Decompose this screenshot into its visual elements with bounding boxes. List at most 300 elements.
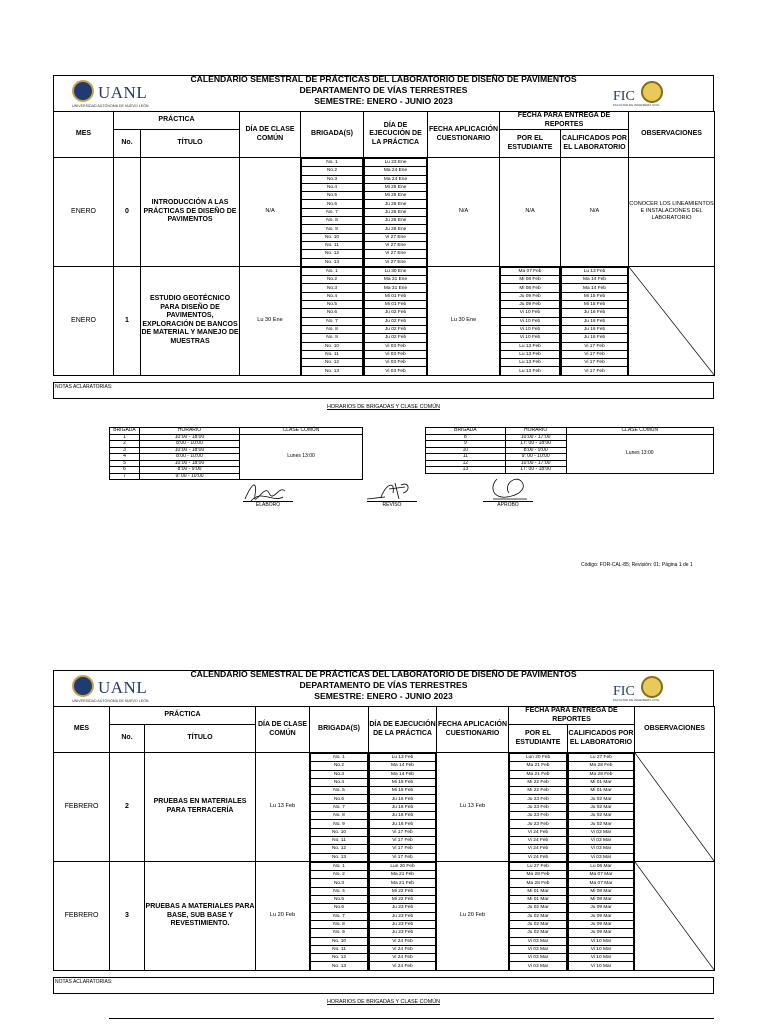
estudiante-list-item: Mi 01 Mar — [510, 896, 567, 904]
page-2 — [53, 670, 714, 1005]
calificados-cell — [568, 861, 635, 970]
col-brigadas: BRIGADA(S) — [301, 112, 364, 158]
schedule-horario: 17: 00 - 18:00 — [505, 467, 566, 474]
sig-aprobo-label: APROBÓ — [497, 502, 519, 508]
estudiante-list-item: Ju 23 Feb — [510, 812, 567, 820]
practice-row — [54, 266, 715, 375]
uanl-seal-icon — [72, 80, 94, 102]
uanl-wordmark: UANL — [98, 678, 148, 697]
horarios-title: HORARIOS DE BRIGADAS Y CLASE COMÚN — [326, 998, 441, 1005]
schedule-clase-comun: Lunes 13:00 — [240, 434, 363, 480]
ejecucion-list-item: Vi 17 Feb — [370, 828, 436, 836]
laboratorio-list-item: Vi 10 Mar — [569, 954, 634, 962]
sched-header-horario: HORARIO — [140, 428, 240, 435]
laboratorio-list-item: Ju 16 Feb — [562, 317, 628, 325]
estudiante-list-item: Ju 02 Mar — [510, 929, 567, 937]
estudiante-list-item: Vi 24 Feb — [510, 836, 567, 844]
col-por-estudiante: POR EL ESTUDIANTE — [500, 130, 561, 158]
ejecucion-list — [364, 158, 427, 266]
ejecucion-list-item: Vi 17 Feb — [370, 853, 436, 861]
laboratorio-list-item: Mi 01 Mar — [569, 787, 634, 795]
schedule-horario: 9: 00 - 10:00 — [140, 473, 240, 480]
estudiante-list-item: Vi 24 Feb — [510, 828, 567, 836]
schedule-horario: 10:00 - 17:00 — [505, 460, 566, 467]
fic-seal-icon — [641, 81, 663, 103]
laboratorio-list-item: Ma 28 Feb — [569, 770, 634, 778]
ejecucion-list-item: Vi 24 Feb — [370, 937, 436, 945]
sched-header-brigada: BRIGADA — [426, 428, 506, 435]
ejecucion-list-item: Ju 02 Feb — [365, 317, 427, 325]
entrega-estudiante-cell — [509, 861, 568, 970]
document-header — [53, 670, 714, 706]
sig-elaboro-label: ELABORÓ — [255, 502, 281, 508]
calendar-table — [53, 706, 715, 971]
estudiante-list-item: Lu 13 Feb — [501, 367, 560, 375]
col-fecha-entrega: FECHA PARA ENTREGA DE REPORTES — [509, 707, 635, 725]
fic-subtitle: FACULTAD DE INGENIERÍA CIVIL — [613, 103, 660, 107]
brigada-list-item: No.2 — [302, 276, 363, 284]
horarios-title: HORARIOS DE BRIGADAS Y CLASE COMÚN — [326, 403, 441, 410]
brigada-list-item: No. 8 — [311, 812, 368, 820]
ejecucion-list-item: Ma 24 Ene — [365, 175, 427, 183]
ejecucion-cell — [364, 266, 428, 375]
estudiante-list-item: Vi 10 Feb — [501, 309, 560, 317]
brigada-list-item: No.2 — [302, 167, 363, 175]
laboratorio-list-item: Mi 08 Mar — [569, 887, 634, 895]
brigada-list-item: No.5 — [311, 896, 368, 904]
ejecucion-list-item: Vi 27 Ene — [365, 258, 427, 266]
brigada-list-item: No. 1 — [302, 267, 363, 275]
ejecucion-list-item: Vi 24 Feb — [370, 945, 436, 953]
cuestionario-cell: Lu 30 Ene — [428, 266, 500, 375]
brigada-list — [310, 862, 368, 970]
document-title: CALENDARIO SEMESTRAL DE PRÁCTICAS DEL LABORATORIO DE DISEÑO DE PAVIMENTOS — [190, 669, 577, 679]
laboratorio-list-item: Mi 15 Feb — [562, 301, 628, 309]
estudiante-list-item: Vi 10 Feb — [501, 334, 560, 342]
brigadas-cell — [310, 753, 369, 862]
schedule-brigada: 3 — [110, 447, 140, 454]
ejecucion-list-item: Ju 26 Ene — [365, 200, 427, 208]
schedule-table-right — [425, 427, 714, 474]
fic-wordmark: FIC — [613, 684, 635, 699]
schedule-clase-comun: Lunes 13:00 — [566, 434, 713, 473]
semester-title: SEMESTRE: ENERO - JUNIO 2023 — [314, 96, 453, 106]
fic-subtitle: FACULTAD DE INGENIERÍA CIVIL — [613, 698, 660, 702]
notes-box — [53, 977, 714, 994]
col-mes: MES — [54, 707, 110, 753]
ejecucion-list-item: Lu 23 Ene — [365, 159, 427, 167]
ejecucion-list-item: Ma 21 Feb — [370, 871, 436, 879]
laboratorio-list-item: Ma 07 Mar — [569, 879, 634, 887]
cuestionario-cell: Lu 13 Feb — [437, 753, 509, 862]
ejecucion-list-item: Lu 30 Ene — [365, 267, 427, 275]
estudiante-list-item: Ma 28 Feb — [510, 879, 567, 887]
schedule-horario: 8:00 - 10:00 — [140, 441, 240, 448]
cuestionario-cell: N/A — [428, 158, 500, 267]
estudiante-list-item: Vi 24 Feb — [510, 853, 567, 861]
notes-box — [53, 382, 714, 399]
brigada-list-item: No. 7 — [302, 317, 363, 325]
observaciones-cell: CONOCER LOS LINEAMIENTOS E INSTALACIONES DEL LABORATORIO — [629, 158, 715, 267]
laboratorio-list-item: Vi 03 Mar — [569, 845, 634, 853]
schedule-brigada: 5 — [110, 460, 140, 467]
laboratorio-list-item: Ju 02 Mar — [569, 820, 634, 828]
col-fecha-entrega: FECHA PARA ENTREGA DE REPORTES — [500, 112, 629, 130]
ejecucion-list-item: Ma 14 Feb — [370, 762, 436, 770]
ejecucion-list-item: Ju 16 Feb — [370, 803, 436, 811]
estudiante-list-item: Ju 09 Feb — [501, 301, 560, 309]
practice-number: 0 — [114, 158, 141, 267]
uanl-seal-icon — [72, 675, 94, 697]
laboratorio-list-item: Ju 02 Mar — [569, 812, 634, 820]
estudiante-list-item: Mi 08 Feb — [501, 284, 560, 292]
practice-rows — [54, 753, 715, 971]
estudiante-list-item: Ma 21 Feb — [510, 770, 567, 778]
schedule-horario: 8:00 - 9:00 — [505, 447, 566, 454]
schedule-brigada: 4 — [110, 454, 140, 461]
schedule-brigada: 6 — [110, 467, 140, 474]
observaciones-cell — [629, 266, 715, 375]
col-practica: PRÁCTICA — [110, 707, 256, 725]
ejecucion-list-item: Mi 25 Ene — [365, 183, 427, 191]
mes-cell: FEBRERO — [54, 861, 110, 970]
fic-logo — [613, 676, 673, 702]
brigada-list-item: No. 11 — [302, 241, 363, 249]
uanl-logo — [72, 675, 182, 705]
brigada-list-item: No. 9 — [311, 820, 368, 828]
brigada-list-item: No. 1 — [302, 159, 363, 167]
laboratorio-list-item: Ma 14 Feb — [562, 276, 628, 284]
brigada-list-item: No.6 — [311, 795, 368, 803]
estudiante-list-item: Ma 28 Feb — [510, 871, 567, 879]
laboratorio-list — [568, 753, 634, 861]
entrega-estudiante-cell: N/A — [500, 158, 561, 267]
brigada-list-item: No. 13 — [311, 962, 368, 970]
brigada-list-item: No. 8 — [302, 325, 363, 333]
brigada-list-item: No. 10 — [302, 233, 363, 241]
estudiante-list — [500, 267, 560, 375]
sched-header-horario: HORARIO — [505, 428, 566, 435]
fic-seal-icon — [641, 676, 663, 698]
aprobo-signature-icon — [487, 475, 531, 503]
practice-number: 1 — [114, 266, 141, 375]
brigada-list-item: No. 8 — [311, 920, 368, 928]
col-dia-clase: DÍA DE CLASE COMÚN — [240, 112, 301, 158]
ejecucion-list-item: Mi 22 Feb — [370, 896, 436, 904]
practice-title: ESTUDIO GEOTÉCNICO PARA DISEÑO DE PAVIMENTOS, EXPLORACIÓN DE BANCOS DE MATERIAL Y MANEJO DE MUESTRAS — [141, 266, 240, 375]
col-no: No. — [114, 130, 141, 158]
entrega-estudiante-cell — [500, 266, 561, 375]
schedule-horario: 10:00 - 18:00 — [140, 434, 240, 441]
laboratorio-list — [568, 862, 634, 970]
document-titles — [184, 669, 583, 702]
laboratorio-list-item: Ma 07 Mar — [569, 871, 634, 879]
brigada-list-item: No. 9 — [302, 225, 363, 233]
estudiante-list-item: Vi 03 Mar — [510, 937, 567, 945]
brigada-list-item: No. 9 — [311, 929, 368, 937]
semester-title: SEMESTRE: ENERO - JUNIO 2023 — [314, 691, 453, 701]
ejecucion-list-item: Ju 02 Feb — [365, 309, 427, 317]
ejecucion-list-item: Vi 17 Feb — [370, 836, 436, 844]
dia-clase-cell: N/A — [240, 158, 301, 267]
practice-title: PRUEBAS EN MATERIALES PARA TERRACERÍA — [145, 753, 256, 862]
estudiante-list-item: Mi 22 Feb — [510, 778, 567, 786]
calificados-cell — [561, 266, 629, 375]
brigada-list — [310, 753, 368, 861]
ejecucion-list-item: Ju 23 Feb — [370, 920, 436, 928]
laboratorio-list-item: Vi 10 Mar — [569, 962, 634, 970]
ejecucion-list-item: Vi 03 Feb — [365, 359, 427, 367]
schedule-brigada: 12 — [426, 460, 506, 467]
schedule-brigada: 7 — [110, 473, 140, 480]
estudiante-list-item: Vi 03 Mar — [510, 954, 567, 962]
brigadas-cell — [301, 266, 364, 375]
laboratorio-list-item: Vi 03 Mar — [569, 828, 634, 836]
uanl-subtitle: UNIVERSIDAD AUTÓNOMA DE NUEVO LEÓN — [72, 699, 149, 703]
laboratorio-list-item: Vi 17 Feb — [562, 359, 628, 367]
estudiante-list-item: Ju 23 Feb — [510, 795, 567, 803]
brigadas-cell — [301, 158, 364, 267]
schedule-brigada: 8 — [426, 434, 506, 441]
mes-cell: ENERO — [54, 266, 114, 375]
ejecucion-list-item: Ma 31 Ene — [365, 284, 427, 292]
laboratorio-list-item: Mi 01 Mar — [569, 778, 634, 786]
crossed-out-mark — [635, 753, 714, 861]
estudiante-list-item: Vi 24 Feb — [510, 845, 567, 853]
schedule-table-edge — [109, 1018, 714, 1019]
laboratorio-list-item: Ju 02 Mar — [569, 803, 634, 811]
schedule-brigada: 11 — [426, 454, 506, 461]
ejecucion-list-item: Vi 03 Feb — [365, 342, 427, 350]
estudiante-list-item: Lu 13 Feb — [501, 350, 560, 358]
col-calificados: CALIFICADOS POR EL LABORATORIO — [568, 725, 635, 753]
ejecucion-list-item: Mi 22 Feb — [370, 887, 436, 895]
brigada-list-item: No.5 — [302, 192, 363, 200]
ejecucion-list-item: Ju 26 Ene — [365, 225, 427, 233]
brigada-list-item: No.4 — [302, 292, 363, 300]
laboratorio-list-item: Ju 09 Mar — [569, 912, 634, 920]
schedule-horario: 8:00 - 10:00 — [140, 454, 240, 461]
calificados-cell — [568, 753, 635, 862]
ejecucion-list-item: Ma 21 Feb — [370, 879, 436, 887]
document-footer: Código: FOR-CAL-85; Revisión: 01; Página 1 de 1 — [581, 562, 693, 568]
practice-rows — [54, 158, 715, 376]
estudiante-list-item: Ma 07 Feb — [501, 267, 560, 275]
brigada-list-item: No. 12 — [311, 954, 368, 962]
ejecucion-list — [369, 753, 436, 861]
brigada-list-item: No. 12 — [311, 845, 368, 853]
schedule-right — [425, 427, 714, 474]
practice-row — [54, 861, 715, 970]
dia-clase-cell: Lu 13 Feb — [256, 753, 310, 862]
ejecucion-list-item: Ju 26 Ene — [365, 217, 427, 225]
brigada-list-item: No.3 — [311, 879, 368, 887]
laboratorio-list-item: Ju 09 Mar — [569, 929, 634, 937]
mes-cell: FEBRERO — [54, 753, 110, 862]
estudiante-list-item: Ju 02 Mar — [510, 912, 567, 920]
ejecucion-list-item: Mi 15 Feb — [370, 778, 436, 786]
laboratorio-list-item: Ma 28 Feb — [569, 762, 634, 770]
brigada-list-item: No. 7 — [311, 803, 368, 811]
schedule-horario: 10:00 - 17:00 — [505, 434, 566, 441]
ejecucion-list-item: Vi 17 Feb — [370, 845, 436, 853]
schedule-brigada: 10 — [426, 447, 506, 454]
col-fecha-cuestionario: FECHA APLICACIÓN CUESTIONARIO — [437, 707, 509, 753]
dia-clase-cell: Lu 30 Ene — [240, 266, 301, 375]
brigada-list-item: No. 2 — [311, 871, 368, 879]
col-fecha-cuestionario: FECHA APLICACIÓN CUESTIONARIO — [428, 112, 500, 158]
ejecucion-cell — [369, 861, 437, 970]
laboratorio-list-item: Ju 16 Feb — [562, 334, 628, 342]
department-title: DEPARTAMENTO DE VÍAS TERRESTRES — [299, 85, 468, 95]
ejecucion-list-item: Mi 25 Ene — [365, 192, 427, 200]
notes-label: NOTAS ACLARATORIAS: — [55, 383, 113, 390]
notes-label: NOTAS ACLARATORIAS: — [55, 978, 113, 985]
laboratorio-list-item: Vi 17 Feb — [562, 367, 628, 375]
brigada-list-item: No. 1 — [311, 754, 368, 762]
ejecucion-list-item: Ju 16 Feb — [370, 795, 436, 803]
brigada-list-item: No.3 — [302, 284, 363, 292]
entrega-estudiante-cell — [509, 753, 568, 862]
schedule-brigada: 13 — [426, 467, 506, 474]
schedule-brigada: 2 — [110, 441, 140, 448]
laboratorio-list-item: Vi 10 Mar — [569, 937, 634, 945]
brigada-list-item: No.4 — [302, 183, 363, 191]
brigada-list-item: No. 7 — [302, 208, 363, 216]
ejecucion-list-item: Ju 23 Feb — [370, 929, 436, 937]
schedule-brigada: 9 — [426, 441, 506, 448]
estudiante-list-item: Mi 08 Feb — [501, 276, 560, 284]
ejecucion-list-item: Ju 02 Feb — [365, 325, 427, 333]
estudiante-list-item: Vi 03 Mar — [510, 945, 567, 953]
brigada-list-item: No.5 — [302, 301, 363, 309]
brigada-list — [301, 158, 363, 266]
ejecucion-list-item: Lun 20 Feb — [370, 862, 436, 870]
brigada-list-item: No. 4 — [311, 887, 368, 895]
ejecucion-list — [369, 862, 436, 970]
laboratorio-list-item: Ju 09 Mar — [569, 904, 634, 912]
schedule-brigada: 1 — [110, 434, 140, 441]
estudiante-list-item: Mi 22 Feb — [510, 787, 567, 795]
ejecucion-list-item: Vi 03 Feb — [365, 367, 427, 375]
ejecucion-list-item: Vi 27 Ene — [365, 233, 427, 241]
col-titulo: TÍTULO — [141, 130, 240, 158]
laboratorio-list-item: Ju 16 Feb — [562, 325, 628, 333]
crossed-out-mark — [635, 862, 714, 970]
practice-row — [54, 753, 715, 862]
brigadas-cell — [310, 861, 369, 970]
schedule-horario: 8:00 - 9:00 — [140, 467, 240, 474]
brigada-list-item: No.6 — [302, 200, 363, 208]
schedule-horario: 9: 00 - 10:00 — [505, 454, 566, 461]
col-calificados: CALIFICADOS POR EL LABORATORIO — [561, 130, 629, 158]
laboratorio-list-item: Vi 17 Feb — [562, 342, 628, 350]
ejecucion-list — [364, 267, 427, 375]
document-title: CALENDARIO SEMESTRAL DE PRÁCTICAS DEL LABORATORIO DE DISEÑO DE PAVIMENTOS — [190, 74, 577, 84]
ejecucion-list-item: Ma 31 Ene — [365, 276, 427, 284]
laboratorio-list-item: Ju 02 Mar — [569, 795, 634, 803]
brigada-list-item: No.4 — [311, 778, 368, 786]
ejecucion-cell — [369, 753, 437, 862]
estudiante-list-item: Lu 13 Feb — [501, 342, 560, 350]
ejecucion-list-item: Ma 14 Feb — [370, 770, 436, 778]
mes-cell: ENERO — [54, 158, 114, 267]
schedule-left-rows — [110, 434, 363, 480]
sig-aprobo — [483, 501, 533, 508]
col-dia-ejecucion: DÍA DE EJECUCIÓN DE LA PRÁCTICA — [364, 112, 428, 158]
observaciones-cell — [635, 753, 715, 862]
laboratorio-list-item: Mi 15 Feb — [562, 292, 628, 300]
estudiante-list-item: Ju 02 Mar — [510, 904, 567, 912]
ejecucion-list-item: Ju 23 Feb — [370, 904, 436, 912]
col-practica: PRÁCTICA — [114, 112, 240, 130]
col-por-estudiante: POR EL ESTUDIANTE — [509, 725, 568, 753]
uanl-subtitle: UNIVERSIDAD AUTÓNOMA DE NUEVO LEÓN — [72, 104, 149, 108]
brigada-list-item: No. 7 — [311, 912, 368, 920]
sig-reviso — [367, 501, 417, 508]
col-brigadas: BRIGADA(S) — [310, 707, 369, 753]
ejecucion-list-item: Ma 24 Ene — [365, 167, 427, 175]
practice-title: INTRODUCCIÓN A LAS PRÁCTICAS DE DISEÑO DE PAVIMENTOS — [141, 158, 240, 267]
brigada-list-item: No. 5 — [311, 787, 368, 795]
col-no: No. — [110, 725, 145, 753]
cuestionario-cell: Lu 20 Feb — [437, 861, 509, 970]
page-1 — [53, 74, 714, 568]
laboratorio-list-item: Lu 06 Mar — [569, 862, 634, 870]
estudiante-list — [509, 753, 567, 861]
estudiante-list-item: Ju 23 Feb — [510, 820, 567, 828]
document-header — [53, 75, 714, 111]
estudiante-list-item: Lun 20 Feb — [510, 754, 567, 762]
laboratorio-list-item: Ju 09 Mar — [569, 920, 634, 928]
observaciones-cell — [635, 861, 715, 970]
estudiante-list-item: Ju 02 Mar — [510, 920, 567, 928]
ejecucion-list-item: Vi 24 Feb — [370, 962, 436, 970]
uanl-wordmark: UANL — [98, 83, 148, 102]
ejecucion-cell — [364, 158, 428, 267]
document-titles — [184, 74, 583, 107]
estudiante-list-item: Vi 03 Mar — [510, 962, 567, 970]
col-observaciones: OBSERVACIONES — [629, 112, 715, 158]
brigada-list-item: No. 11 — [311, 945, 368, 953]
schedule-table-left — [109, 427, 363, 480]
schedule-horario: 10:00 - 18:00 — [140, 460, 240, 467]
col-mes: MES — [54, 112, 114, 158]
brigada-list-item: No. 12 — [302, 359, 363, 367]
ejecucion-list-item: Ju 02 Feb — [365, 334, 427, 342]
brigada-list-item: No. 10 — [311, 828, 368, 836]
brigada-list — [301, 267, 363, 375]
schedule-left — [109, 427, 363, 480]
brigada-list-item: No. 9 — [302, 334, 363, 342]
practice-number: 3 — [110, 861, 145, 970]
ejecucion-list-item: Ju 16 Feb — [370, 812, 436, 820]
schedule-right-rows — [426, 434, 714, 473]
practice-row — [54, 158, 715, 267]
brigada-list-item: No. 13 — [302, 258, 363, 266]
sched-header-clase: CLASE COMÚN — [566, 428, 713, 435]
brigada-list-item: No. 1 — [311, 862, 368, 870]
ejecucion-list-item: Mi 01 Feb — [365, 292, 427, 300]
laboratorio-list-item: Mi 08 Mar — [569, 896, 634, 904]
estudiante-list-item: Ju 09 Feb — [501, 292, 560, 300]
ejecucion-list-item: Ju 16 Feb — [370, 820, 436, 828]
estudiante-list — [509, 862, 567, 970]
laboratorio-list-item: Lu 27 Feb — [569, 754, 634, 762]
brigada-list-item: No. 10 — [311, 937, 368, 945]
sig-elaboro — [243, 501, 293, 508]
ejecucion-list-item: Vi 27 Ene — [365, 241, 427, 249]
